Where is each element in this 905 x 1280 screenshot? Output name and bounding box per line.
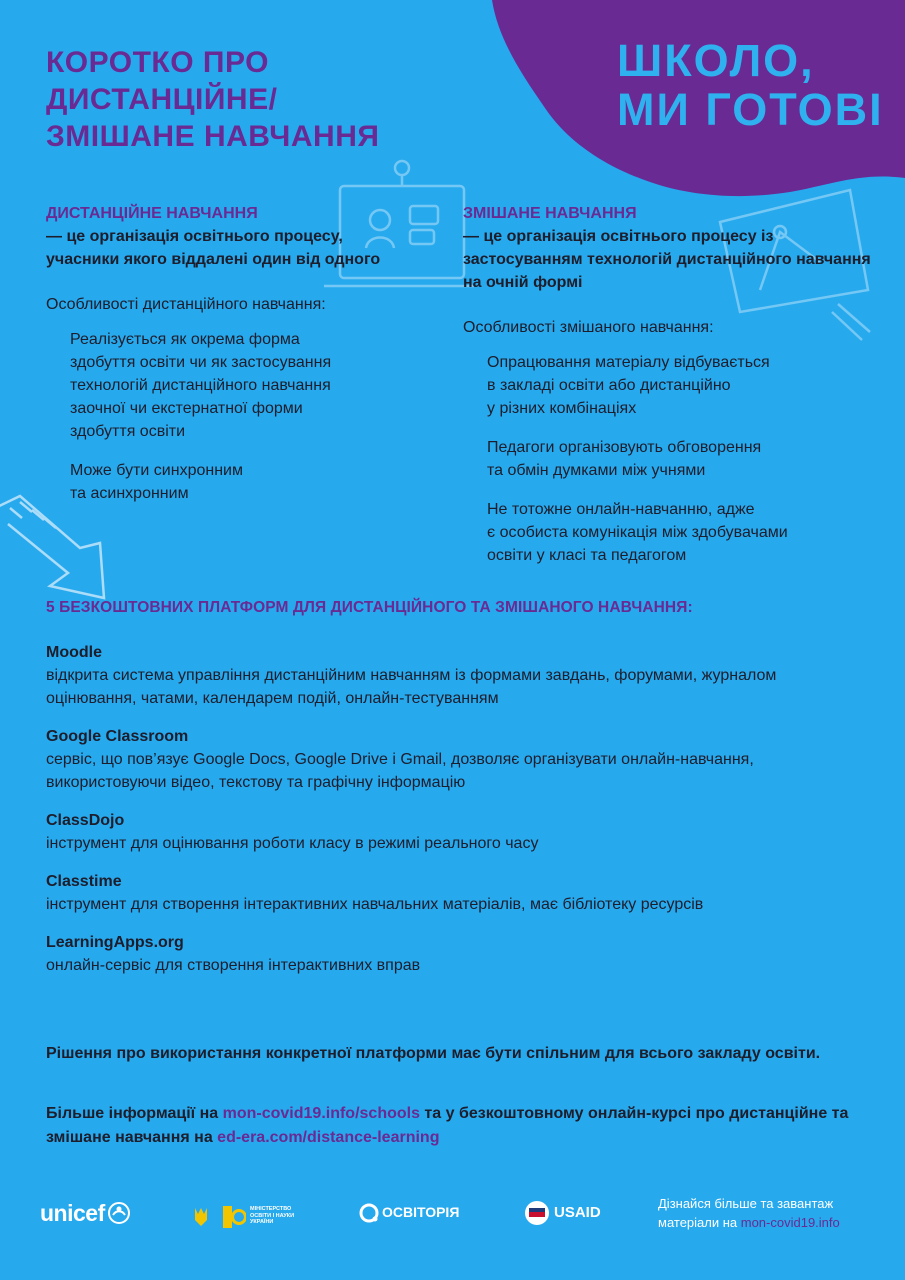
platform-description: відкрита система управління дистанційним навчанням із формами завдань, форумами, журналом оцінювання, чатами, календарем подій, онлайн-тестуванням — [46, 667, 777, 707]
distance-features-list — [70, 328, 416, 505]
footer-logos — [40, 1190, 880, 1250]
usaid-seal-icon — [524, 1200, 550, 1226]
platform-description: сервіс, що пов’язує Google Docs, Google Drive і Gmail, дозволяє організувати онлайн-навчання, використовуючи відео, текстову та графічну інформацію — [46, 751, 754, 791]
distance-definition: — це організація освітнього процесу, учасники якого віддалені один від одного — [46, 228, 381, 268]
page-title: КОРОТКО ПРО ДИСТАНЦІЙНЕ/ ЗМІШАНЕ НАВЧАННЯ — [46, 46, 380, 153]
list-item: Реалізується як окрема форма здобуття освіти чи як застосування технологій дистанційного навчання заочної чи екстернатної форми здобуття освіти — [70, 331, 332, 440]
platform-name: LearningApps.org — [46, 934, 184, 951]
platform-item — [46, 931, 856, 977]
slogan: ШКОЛО, МИ ГОТОВІ — [617, 35, 884, 135]
list-item: Педагоги організовують обговорення та обмін думками між учнями — [487, 439, 762, 479]
list-item: Опрацювання матеріалу відбувається в закладі освіти або дистанційно у різних комбінаціях — [487, 354, 770, 417]
platform-name: Moodle — [46, 644, 102, 661]
platforms-list — [46, 641, 856, 992]
course-link[interactable]: ed-era.com/distance-learning — [217, 1129, 440, 1146]
platform-item — [46, 870, 856, 916]
distance-learning-section — [46, 202, 416, 521]
platform-name: ClassDojo — [46, 812, 125, 829]
platform-description: інструмент для оцінювання роботи класу в режимі реального часу — [46, 835, 539, 852]
more-info — [46, 1102, 856, 1150]
platform-description: онлайн-сервіс для створення інтерактивних вправ — [46, 957, 421, 974]
platform-description: інструмент для створення інтерактивних навчальних матеріалів, має бібліотеку ресурсів — [46, 896, 704, 913]
blended-heading: ЗМІШАНЕ НАВЧАННЯ — [463, 205, 637, 222]
mon-logo-icon — [222, 1205, 246, 1229]
more-info-text: Більше інформації на — [46, 1105, 223, 1122]
platform-item — [46, 809, 856, 855]
osvitoria-logo-icon — [358, 1202, 380, 1224]
footer-site-link[interactable]: mon-covid19.info — [740, 1215, 840, 1230]
platform-item — [46, 725, 856, 794]
blended-learning-section — [463, 202, 883, 583]
distance-heading: ДИСТАНЦІЙНЕ НАВЧАННЯ — [46, 205, 258, 222]
platforms-heading: 5 БЕЗКОШТОВНИХ ПЛАТФОРМ ДЛЯ ДИСТАНЦІЙНОГО ТА ЗМІШАНОГО НАВЧАННЯ: — [46, 599, 693, 616]
osvitoria-logo: ОСВІТОРІЯ — [382, 1204, 460, 1220]
unicef-globe-icon — [107, 1201, 131, 1225]
mon-logo-text: МІНІСТЕРСТВО ОСВІТИ І НАУКИ УКРАЇНИ — [250, 1206, 295, 1225]
platform-choice-note: Рішення про використання конкретної платформи має бути спільним для всього закладу освіти. — [46, 1045, 821, 1062]
footer-cta-text: Дізнайся більше та завантаж матеріали на — [658, 1196, 834, 1230]
footer-cta — [658, 1194, 888, 1232]
platform-item — [46, 641, 856, 710]
blended-features-list — [487, 351, 883, 567]
blended-definition: — це організація освітнього процесу із застосуванням технологій дистанційного навчання на очній формі — [463, 228, 871, 291]
platform-name: Google Classroom — [46, 728, 189, 745]
schools-link[interactable]: mon-covid19.info/schools — [222, 1105, 420, 1122]
platform-name: Classtime — [46, 873, 122, 890]
unicef-logo: unicef — [40, 1200, 131, 1227]
usaid-logo: USAID — [554, 1204, 601, 1221]
more-info-text: та у безкоштовному онлайн-курсі про дистанційне та змішане навчання на — [46, 1105, 849, 1146]
distance-features-title: Особливості дистанційного навчання: — [46, 296, 326, 313]
list-item: Може бути синхронним та асинхронним — [70, 462, 243, 502]
ukraine-trident-icon — [193, 1206, 209, 1228]
list-item: Не тотожне онлайн-навчанню, адже є особиста комунікація між здобувачами освіти у класі та педагогом — [487, 501, 788, 564]
blended-features-title: Особливості змішаного навчання: — [463, 319, 714, 336]
